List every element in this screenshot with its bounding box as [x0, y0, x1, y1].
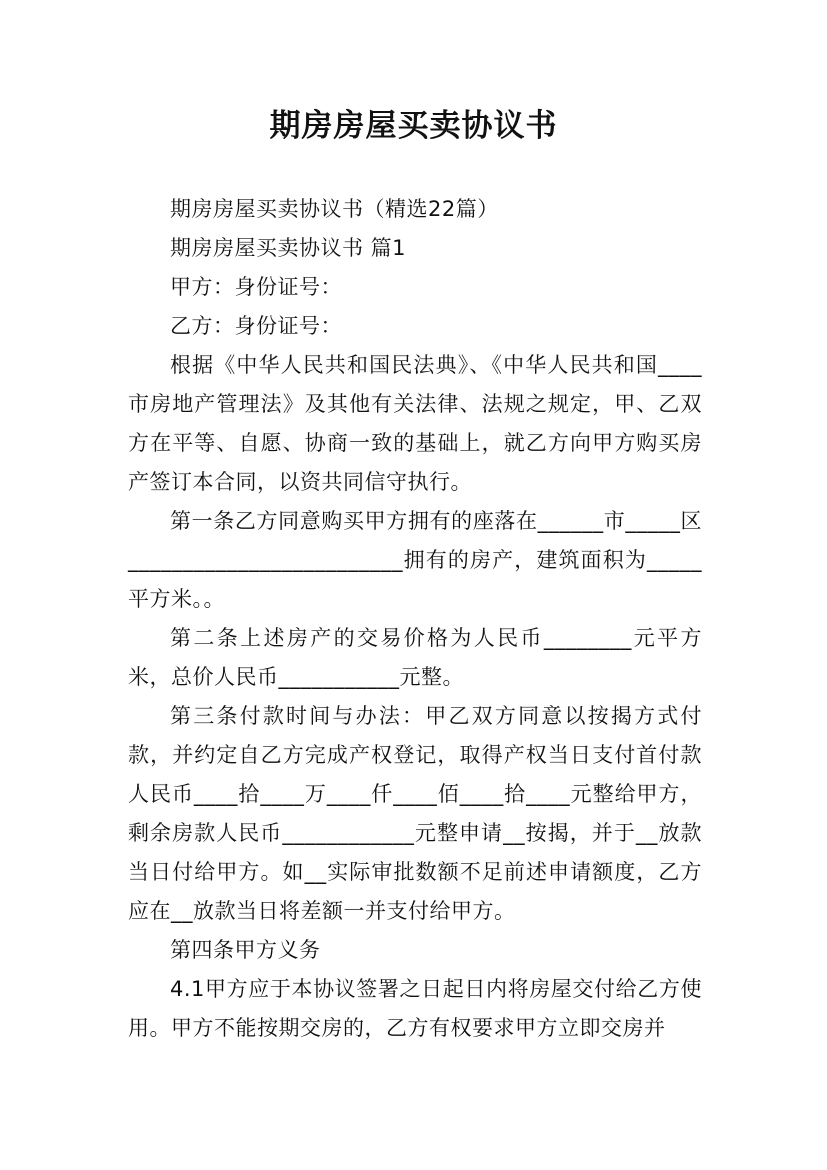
document-body [128, 190, 702, 1048]
paragraph: 第三条付款时间与办法：甲乙双方同意以按揭方式付款，并约定自乙方完成产权登记，取得产权当日支付首付款人民币____拾____万____仟____佰____拾____元整给甲方，剩余房款人民币____________元整申请__按揭，并于__放款当日付给甲方。如__实际审批数额不足前述申请额度，乙方应在__放款当日将差额一并支付给甲方。 [128, 704, 702, 923]
document-title: 期房房屋买卖协议书 [269, 108, 558, 144]
paragraph: 期房房屋买卖协议书 篇1 [170, 236, 407, 260]
paragraph: 第二条上述房产的交易价格为人民币________元平方米，总价人民币___________元整。 [128, 626, 702, 689]
paragraph: 甲方：身份证号： [170, 275, 342, 299]
paragraph: 根据《中华人民共和国民法典》、《中华人民共和国____市房地产管理法》及其他有关法律、法规之规定，甲、乙双方在平等、自愿、协商一致的基础上，就乙方向甲方购买房产签订本合同，以资共同信守执行。 [128, 353, 702, 494]
paragraph: 乙方：身份证号： [170, 314, 342, 338]
paragraph: 第一条乙方同意购买甲方拥有的座落在______市_____区_________________________拥有的房产，建筑面积为_____平方米。。 [128, 509, 702, 611]
paragraph: 4.1甲方应于本协议签署之日起日内将房屋交付给乙方使用。甲方不能按期交房的，乙方有权要求甲方立即交房并 [128, 977, 702, 1040]
paragraph: 第四条甲方义务 [170, 938, 321, 962]
paragraph: 期房房屋买卖协议书（精选22篇） [170, 197, 499, 221]
